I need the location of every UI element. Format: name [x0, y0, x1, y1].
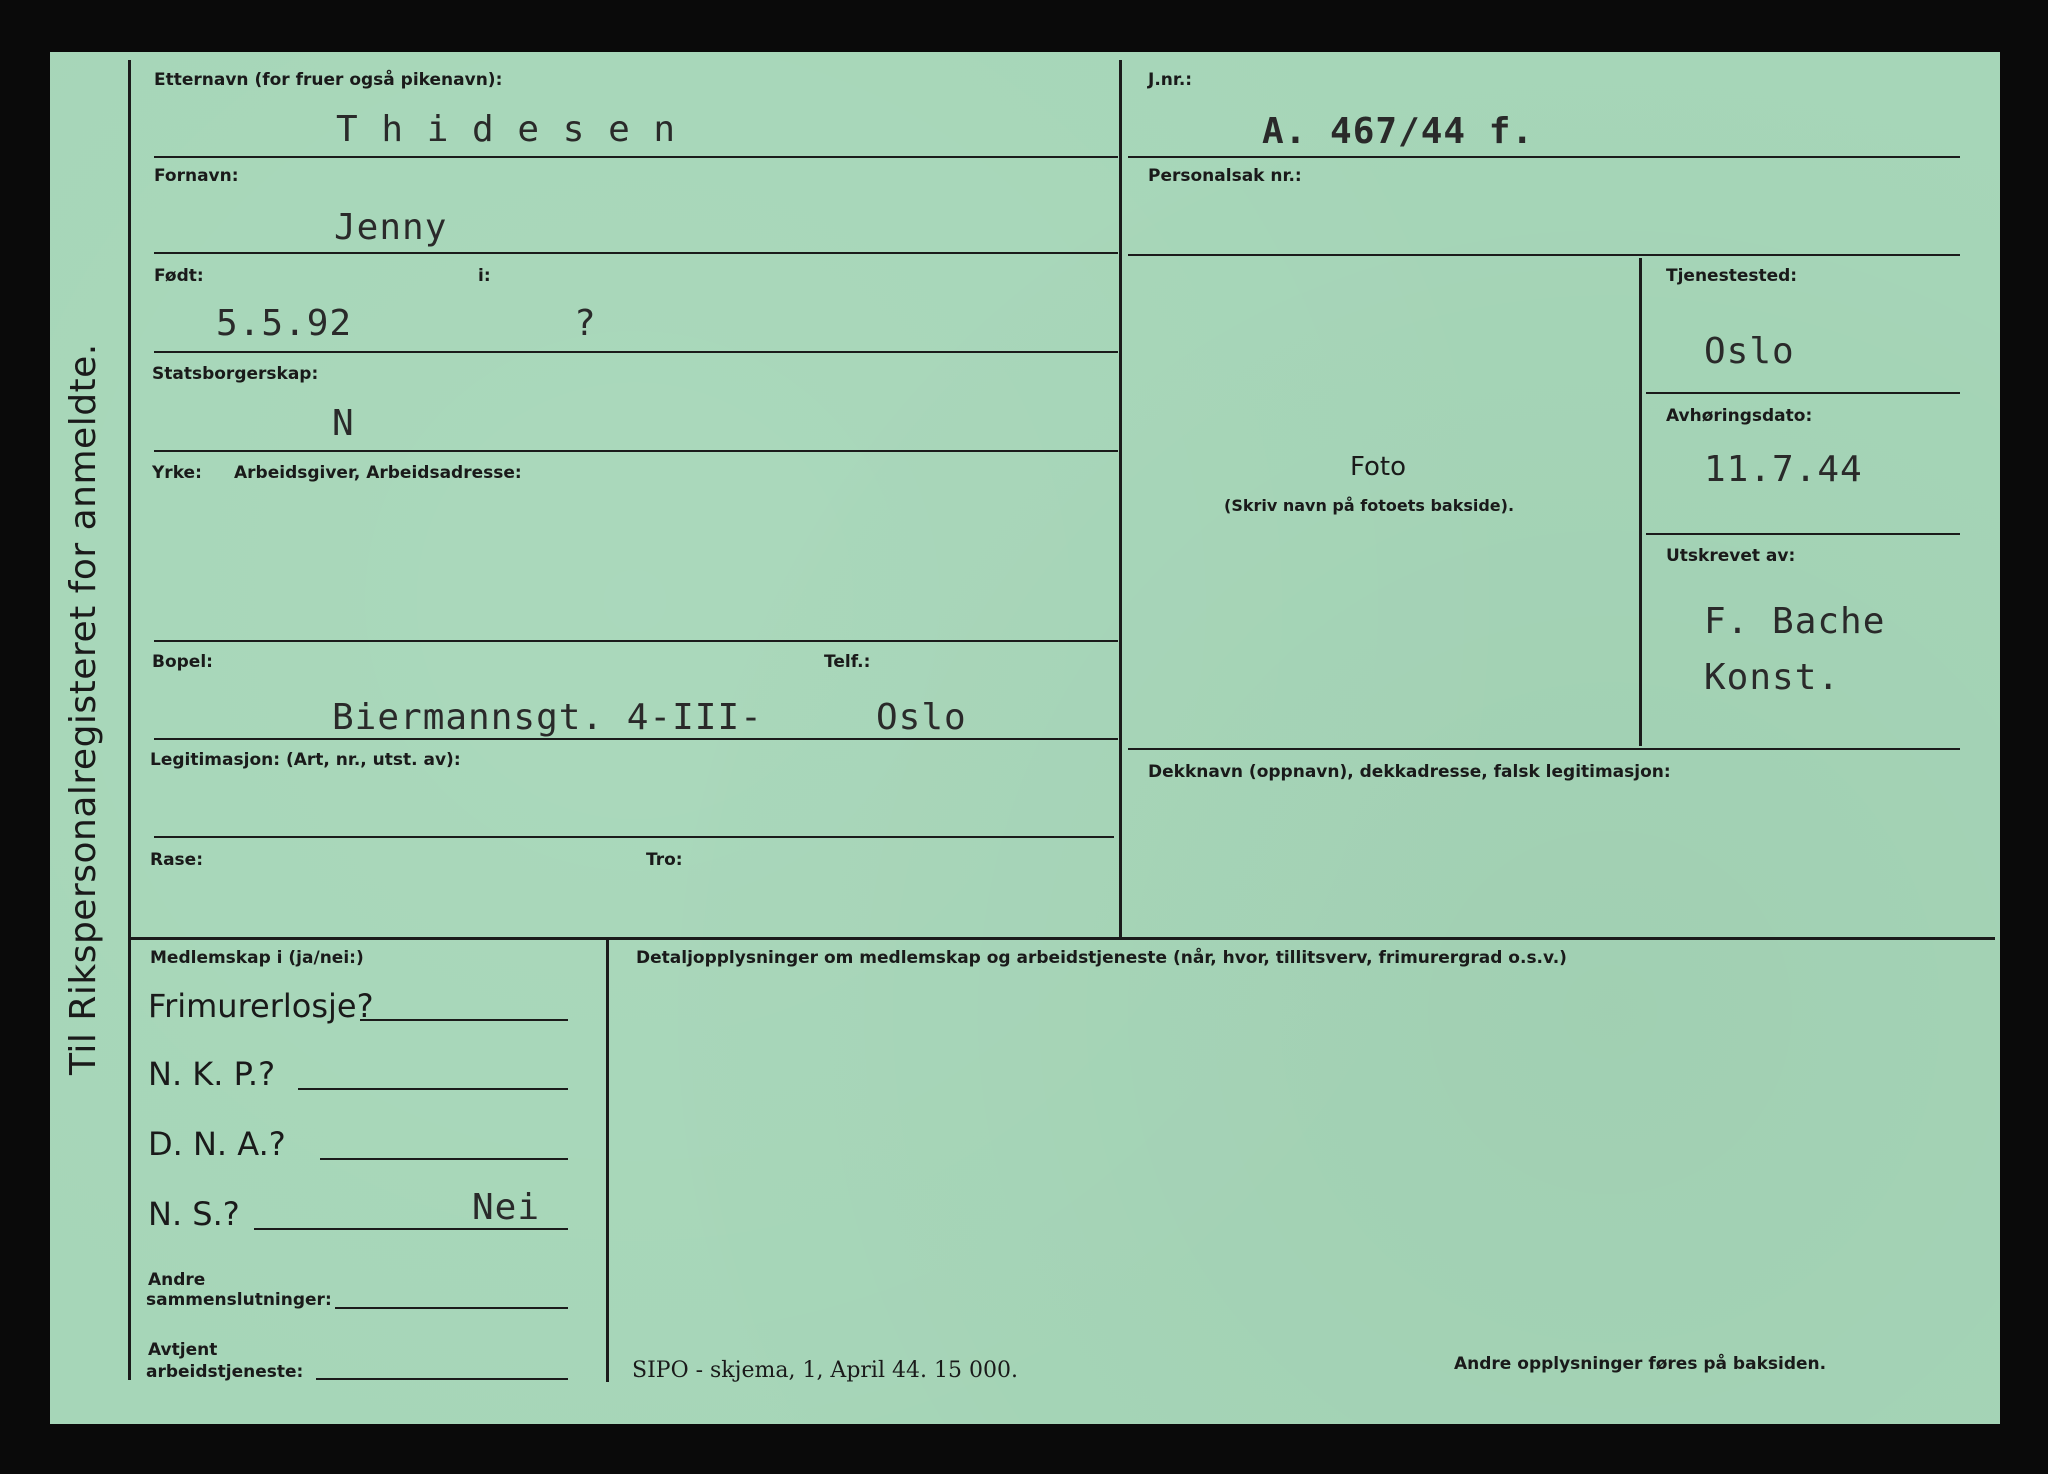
interrogation-date-value: 11.7.44	[1704, 449, 1863, 490]
other-associations-label-1: Andre	[148, 1270, 206, 1290]
photo-note: (Skriv navn på fotoets bakside).	[1224, 496, 1515, 515]
ns-label: N. S.?	[148, 1195, 240, 1233]
underline	[320, 1158, 568, 1160]
interrogation-date-label: Avhøringsdato:	[1666, 406, 1813, 426]
rule	[1646, 533, 1960, 535]
issued-by-label: Utskrevet av:	[1666, 546, 1796, 566]
first-name-label: Fornavn:	[154, 166, 239, 186]
rule	[154, 252, 1118, 254]
masonic-lodge-label: Frimurerlosje?	[148, 987, 374, 1025]
side-caption: Til Rikspersonalregisteret for anmeldte.	[63, 343, 104, 1075]
rule	[154, 156, 1118, 158]
employer-label: Arbeidsgiver, Arbeidsadresse:	[234, 463, 522, 483]
born-place-label: i:	[478, 266, 491, 286]
nkp-label: N. K. P.?	[148, 1055, 276, 1093]
journal-number-value: A. 467/44 f.	[1262, 111, 1535, 152]
rule	[1128, 748, 1960, 750]
details-header: Detaljopplysninger om medlemskap og arbeidstjeneste (når, hvor, tillitsverv, frimurergrad o.s.v.)	[636, 948, 1567, 968]
issued-by-rank: Konst.	[1704, 657, 1841, 698]
cover-name-label: Dekknavn (oppnavn), dekkadresse, falsk legitimasjon:	[1148, 762, 1671, 782]
rule	[154, 738, 1118, 740]
other-associations-label-2: sammenslutninger:	[146, 1290, 332, 1310]
ns-value: Nei	[472, 1187, 541, 1228]
surname-value: T h i d e s e n	[336, 109, 677, 150]
residence-label: Bopel:	[152, 652, 213, 672]
rule	[154, 640, 1118, 642]
underline	[298, 1088, 568, 1090]
labour-service-label-2: arbeidstjeneste:	[146, 1362, 304, 1382]
birth-place-value: ?	[574, 303, 597, 344]
photo-label: Foto	[1350, 452, 1407, 482]
phone-label: Telf.:	[824, 652, 871, 672]
citizenship-label: Statsborgerskap:	[152, 364, 319, 384]
underline	[360, 1019, 568, 1021]
rule	[154, 351, 1118, 353]
surname-label: Etternavn (for fruer også pikenavn):	[154, 70, 503, 90]
form-identifier: SIPO - skjema, 1, April 44. 15 000.	[632, 1358, 1018, 1383]
center-rule	[1119, 60, 1122, 938]
labour-service-label-1: Avtjent	[148, 1340, 218, 1360]
first-name-value: Jenny	[334, 207, 448, 248]
underline	[335, 1307, 568, 1309]
dna-label: D. N. A.?	[148, 1125, 286, 1163]
rule	[154, 836, 1114, 838]
citizenship-value: N	[332, 403, 355, 444]
foto-divider	[1639, 258, 1642, 746]
rule	[1646, 392, 1960, 394]
left-margin-rule	[128, 60, 131, 1380]
membership-header: Medlemskap i (ja/nei:)	[150, 948, 364, 968]
membership-rule	[606, 940, 609, 1382]
identification-label: Legitimasjon: (Art, nr., utst. av):	[150, 750, 461, 770]
back-side-note: Andre opplysninger føres på baksiden.	[1454, 1354, 1827, 1374]
rule	[1128, 156, 1960, 158]
born-label: Født:	[154, 266, 204, 286]
race-label: Rase:	[150, 850, 204, 870]
religion-label: Tro:	[646, 850, 683, 870]
personal-case-label: Personalsak nr.:	[1148, 166, 1302, 186]
underline	[316, 1378, 568, 1380]
station-value: Oslo	[1704, 331, 1795, 372]
underline	[254, 1228, 568, 1230]
station-label: Tjenestested:	[1666, 266, 1798, 286]
rule	[1128, 254, 1960, 256]
rule	[154, 450, 1118, 452]
address-city-value: Oslo	[876, 697, 967, 738]
journal-number-label: J.nr.:	[1148, 70, 1193, 90]
occupation-label: Yrke:	[152, 463, 202, 483]
address-value: Biermannsgt. 4-III-	[332, 697, 763, 738]
birth-date-value: 5.5.92	[216, 303, 353, 344]
issued-by-name: F. Bache	[1704, 601, 1886, 642]
section-rule	[131, 937, 1995, 940]
